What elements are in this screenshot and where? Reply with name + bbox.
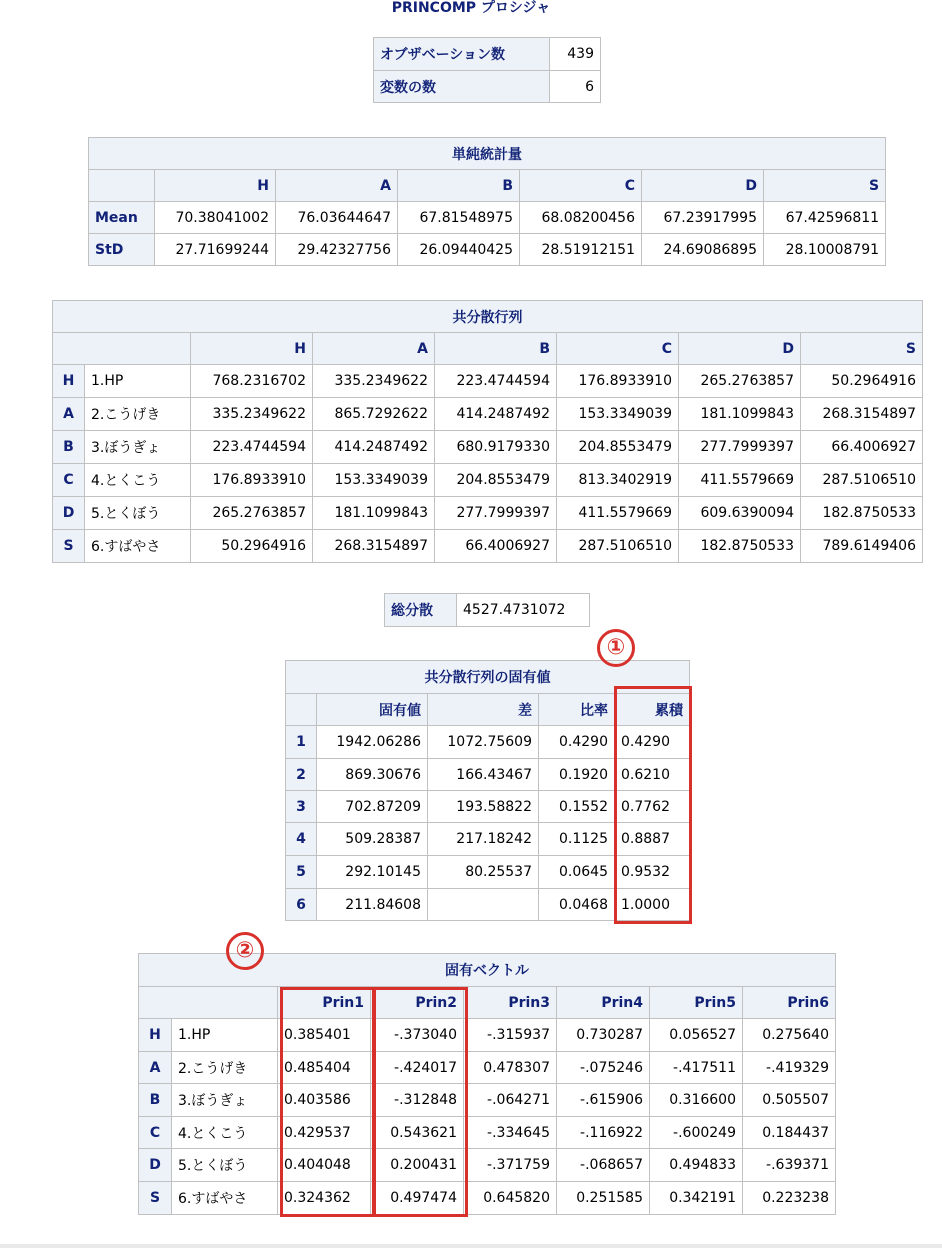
table-cell: 0.1125 [539,823,615,856]
table-row [286,856,690,889]
col-header-eigenvalue: 固有値 [317,694,428,726]
table-cell: 335.2349622 [191,398,313,431]
table-cell: 813.3402919 [557,464,679,497]
row-label: 6.すばやさ [85,530,191,563]
table-cell: 411.5579669 [557,497,679,530]
table-cell: 265.2763857 [679,365,801,398]
row-label: 3.ぼうぎょ [172,1084,278,1117]
table-row [286,889,690,921]
row-label: 5.とくぼう [85,497,191,530]
col-header-c: C [557,333,679,365]
table-cell: -.068657 [557,1149,650,1182]
table-cell: 0.200431 [371,1149,464,1182]
table-cell: 29.42327756 [276,234,398,266]
table-cell: 181.1099843 [679,398,801,431]
table-cell: 865.7292622 [313,398,435,431]
table-cell: -.615906 [557,1084,650,1117]
table-cell: 292.10145 [317,856,428,889]
table-cell: -.419329 [743,1052,836,1084]
table-cell: 0.1552 [539,791,615,823]
table-cell: 0.730287 [557,1019,650,1052]
table-cell: 153.3349039 [557,398,679,431]
table-cell: 176.8933910 [191,464,313,497]
table-cell: 0.275640 [743,1019,836,1052]
total-variance-value: 4527.4731072 [457,594,590,627]
row-code: C [139,1117,172,1149]
table-cell: 265.2763857 [191,497,313,530]
col-header-d: D [679,333,801,365]
table-cell: 28.51912151 [520,234,642,266]
row-label: 4.とくこう [85,464,191,497]
table-cell: 0.485404 [278,1052,371,1084]
col-header-a: A [276,170,398,202]
table-cell: 414.2487492 [435,398,557,431]
table-cell: 26.09440425 [398,234,520,266]
table-row [139,1019,836,1052]
row-index: 3 [286,791,317,823]
annotation-marker-1: ① [597,629,635,667]
table-cell: 0.1920 [539,759,615,791]
procedure-title: PRINCOMP プロシジャ [391,0,551,16]
table-cell: 0.7762 [615,791,690,823]
row-index: 2 [286,759,317,791]
row-index: 5 [286,856,317,889]
table-row [286,759,690,791]
total-variance-label: 総分散 [385,594,457,627]
row-code: H [53,365,85,398]
col-header-a: A [313,333,435,365]
simple-stats-table [88,137,886,266]
table-cell: 27.71699244 [155,234,276,266]
table-row [53,497,923,530]
row-code: B [139,1084,172,1117]
table-cell: 80.25537 [428,856,539,889]
table-cell: 0.497474 [371,1182,464,1215]
table-cell: 0.494833 [650,1149,743,1182]
table-cell: 76.03644647 [276,202,398,234]
table-cell: 609.6390094 [679,497,801,530]
row-header-std: StD [89,234,155,266]
table-cell: 0.223238 [743,1182,836,1215]
obs-count-label: オブザベーション数 [374,38,550,71]
table-cell: 182.8750533 [679,530,801,563]
table-cell: 287.5106510 [801,464,923,497]
table-cell: 0.645820 [464,1182,557,1215]
col-header-h: H [155,170,276,202]
col-header-prin3: Prin3 [464,987,557,1019]
table-cell: -.417511 [650,1052,743,1084]
col-header-prin6: Prin6 [743,987,836,1019]
table-cell: 204.8553479 [557,431,679,464]
table-cell: 0.184437 [743,1117,836,1149]
table-cell: 0.0468 [539,889,615,921]
table-cell: 0.9532 [615,856,690,889]
observations-table [373,37,601,103]
table-cell [428,889,539,921]
table-row [139,1182,836,1215]
table-cell: 869.30676 [317,759,428,791]
table-cell: 66.4006927 [435,530,557,563]
row-code: D [139,1149,172,1182]
col-header-prin5: Prin5 [650,987,743,1019]
row-code: A [53,398,85,431]
table-cell: 223.4744594 [191,431,313,464]
col-header-b: B [398,170,520,202]
table-cell: 0.4290 [539,726,615,759]
table-cell: 0.316600 [650,1084,743,1117]
table-cell: 0.4290 [615,726,690,759]
table-cell: 0.6210 [615,759,690,791]
row-code: S [53,530,85,563]
var-count-value: 6 [550,71,601,103]
table-cell: 702.87209 [317,791,428,823]
col-header-h: H [191,333,313,365]
table-cell: -.373040 [371,1019,464,1052]
table-cell: -.371759 [464,1149,557,1182]
table-cell: -.334645 [464,1117,557,1149]
table-cell: 411.5579669 [679,464,801,497]
table-row [53,464,923,497]
table-cell: 268.3154897 [313,530,435,563]
row-label: 6.すばやさ [172,1182,278,1215]
table-cell: 193.58822 [428,791,539,823]
table-cell: 0.056527 [650,1019,743,1052]
row-label: 1.HP [85,365,191,398]
table-cell: 217.18242 [428,823,539,856]
table-cell: 67.23917995 [642,202,764,234]
row-label: 1.HP [172,1019,278,1052]
table-cell: -.600249 [650,1117,743,1149]
table-cell: 0.478307 [464,1052,557,1084]
col-header-prin1: Prin1 [278,987,371,1019]
table-cell: 0.385401 [278,1019,371,1052]
table-cell: 0.0645 [539,856,615,889]
table-row [89,202,886,234]
col-header-proportion: 比率 [539,694,615,726]
table-row [286,823,690,856]
table-cell: 67.42596811 [764,202,886,234]
eigenvalues-table [285,660,690,921]
eigenvectors-caption: 固有ベクトル [139,954,836,987]
table-cell: -.064271 [464,1084,557,1117]
table-cell: 277.7999397 [679,431,801,464]
table-cell: 204.8553479 [435,464,557,497]
table-cell: 680.9179330 [435,431,557,464]
table-row [53,365,923,398]
corner-cell [53,333,191,365]
col-header-prin2: Prin2 [371,987,464,1019]
table-cell: -.116922 [557,1117,650,1149]
row-index: 4 [286,823,317,856]
table-cell: 70.38041002 [155,202,276,234]
table-cell: 211.84608 [317,889,428,921]
table-row [139,1084,836,1117]
row-label: 2.こうげき [85,398,191,431]
table-cell: 268.3154897 [801,398,923,431]
table-cell: 277.7999397 [435,497,557,530]
table-cell: 223.4744594 [435,365,557,398]
table-cell: 50.2964916 [801,365,923,398]
table-cell: 0.543621 [371,1117,464,1149]
row-code: H [139,1019,172,1052]
table-cell: 176.8933910 [557,365,679,398]
table-cell: -.312848 [371,1084,464,1117]
table-cell: 1072.75609 [428,726,539,759]
table-row [139,1117,836,1149]
table-row [286,791,690,823]
corner-cell [89,170,155,202]
corner-cell [286,694,317,726]
table-cell: -.639371 [743,1149,836,1182]
table-cell: 24.69086895 [642,234,764,266]
col-header-c: C [520,170,642,202]
table-cell: 335.2349622 [313,365,435,398]
table-row [89,234,886,266]
obs-count-value: 439 [550,38,601,71]
table-row [286,726,690,759]
table-cell: 287.5106510 [557,530,679,563]
table-cell: 67.81548975 [398,202,520,234]
table-cell: 28.10008791 [764,234,886,266]
table-cell: 68.08200456 [520,202,642,234]
col-header-s: S [764,170,886,202]
table-cell: 414.2487492 [313,431,435,464]
col-header-cumulative: 累積 [615,694,690,726]
table-cell: 153.3349039 [313,464,435,497]
table-cell: -.424017 [371,1052,464,1084]
covariance-matrix-table [52,300,923,563]
row-label: 4.とくこう [172,1117,278,1149]
col-header-prin4: Prin4 [557,987,650,1019]
row-code: C [53,464,85,497]
table-cell: 768.2316702 [191,365,313,398]
simple-stats-caption: 単純統計量 [89,138,886,170]
eigenvectors-table [138,953,836,1215]
annotation-marker-2: ② [226,932,264,970]
eigenvalues-caption: 共分散行列の固有値 [286,661,690,694]
table-cell: 182.8750533 [801,497,923,530]
table-cell: 181.1099843 [313,497,435,530]
var-count-label: 変数の数 [374,71,550,103]
table-cell: 0.505507 [743,1084,836,1117]
table-cell: 509.28387 [317,823,428,856]
row-label: 3.ぼうぎょ [85,431,191,464]
table-cell: 1942.06286 [317,726,428,759]
table-cell: 0.403586 [278,1084,371,1117]
col-header-b: B [435,333,557,365]
row-code: D [53,497,85,530]
table-cell: 66.4006927 [801,431,923,464]
total-variance-table [384,593,590,627]
row-index: 1 [286,726,317,759]
row-label: 5.とくぼう [172,1149,278,1182]
table-row [139,1052,836,1084]
table-row [53,398,923,431]
table-cell: 789.6149406 [801,530,923,563]
table-cell: 166.43467 [428,759,539,791]
row-code: A [139,1052,172,1084]
bottom-divider [0,1244,942,1248]
table-cell: 0.8887 [615,823,690,856]
table-cell: -.315937 [464,1019,557,1052]
table-cell: -.075246 [557,1052,650,1084]
corner-cell [139,987,278,1019]
table-row [53,431,923,464]
row-header-mean: Mean [89,202,155,234]
row-code: B [53,431,85,464]
row-index: 6 [286,889,317,921]
table-cell: 0.342191 [650,1182,743,1215]
table-cell: 0.324362 [278,1182,371,1215]
col-header-difference: 差 [428,694,539,726]
col-header-s: S [801,333,923,365]
row-code: S [139,1182,172,1215]
table-cell: 1.0000 [615,889,690,921]
table-row [53,530,923,563]
row-label: 2.こうげき [172,1052,278,1084]
table-cell: 0.404048 [278,1149,371,1182]
col-header-d: D [642,170,764,202]
table-cell: 0.251585 [557,1182,650,1215]
covariance-caption: 共分散行列 [53,301,923,333]
table-cell: 50.2964916 [191,530,313,563]
table-cell: 0.429537 [278,1117,371,1149]
table-row [139,1149,836,1182]
